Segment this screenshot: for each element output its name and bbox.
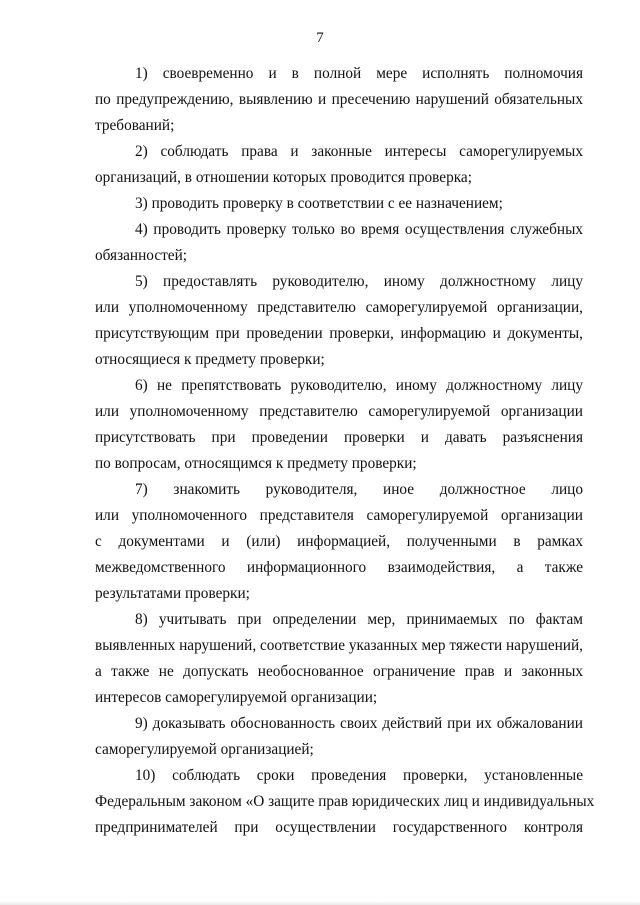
text-line: а также не допускать необоснованное ограничение прав и законных: [95, 663, 583, 680]
paragraph-5: [95, 269, 583, 373]
text-line: выявленных нарушений, соответствие указанных мер тяжести нарушений,: [95, 637, 583, 654]
paragraph-3: [95, 191, 583, 217]
paragraph-10: [95, 763, 595, 841]
text-line: или уполномоченного представителя саморегулируемой организации: [95, 507, 583, 524]
text-line: межведомственного информационного взаимодействия, а также: [95, 559, 583, 576]
text-line: 7) знакомить руководителя, иное должностное лицо: [135, 481, 583, 498]
paragraph-4: [95, 217, 583, 269]
text-line: требований;: [95, 117, 175, 134]
text-line: 6) не препятствовать руководителю, иному должностному лицу: [135, 377, 583, 394]
text-line: или уполномоченному представителю саморегулируемой организации: [95, 403, 583, 420]
text-line: Федеральным законом «О защите прав юридических лиц и индивидуальных: [95, 793, 595, 810]
paragraph-9: [95, 711, 583, 763]
text-line: присутствовать при проведении проверки и давать разъяснения: [95, 429, 583, 446]
text-line: 8) учитывать при определении мер, принимаемых по фактам: [135, 611, 583, 628]
text-line: 5) предоставлять руководителю, иному должностному лицу: [135, 273, 583, 290]
scan-bottom-edge: [0, 901, 640, 905]
document-body: [95, 61, 595, 841]
text-line: относящиеся к предмету проверки;: [95, 351, 325, 368]
paragraph-7: [95, 477, 583, 607]
paragraph-1: [95, 61, 583, 139]
text-line: по вопросам, относящимся к предмету проверки;: [95, 455, 417, 472]
text-line: 3) проводить проверку в соответствии с ее назначением;: [135, 195, 503, 212]
text-line: 9) доказывать обоснованность своих действий при их обжаловании: [135, 715, 583, 732]
paragraph-6: [95, 373, 583, 477]
text-line: предпринимателей при осуществлении государственного контроля: [95, 819, 583, 836]
text-line: организаций, в отношении которых проводится проверка;: [95, 169, 472, 186]
text-line: 1) своевременно и в полной мере исполнять полномочия: [135, 65, 583, 82]
text-line: обязанностей;: [95, 247, 188, 264]
text-line: 2) соблюдать права и законные интересы саморегулируемых: [135, 143, 583, 160]
text-line: результатами проверки;: [95, 585, 250, 602]
text-line: с документами и (или) информацией, полученными в рамках: [95, 533, 583, 550]
text-line: интересов саморегулируемой организации;: [95, 689, 378, 706]
text-line: по предупреждению, выявлению и пресечению нарушений обязательных: [95, 91, 583, 108]
text-line: или уполномоченному представителю саморегулируемой организации,: [95, 299, 583, 316]
text-line: 10) соблюдать сроки проведения проверки, установленные: [135, 767, 583, 784]
paragraph-8: [95, 607, 583, 711]
text-line: саморегулируемой организацией;: [95, 741, 314, 758]
text-line: присутствующим при проведении проверки, информацию и документы,: [95, 325, 583, 342]
page-number: 7: [316, 30, 324, 46]
paragraph-2: [95, 139, 583, 191]
text-line: 4) проводить проверку только во время осуществления служебных: [135, 221, 583, 238]
